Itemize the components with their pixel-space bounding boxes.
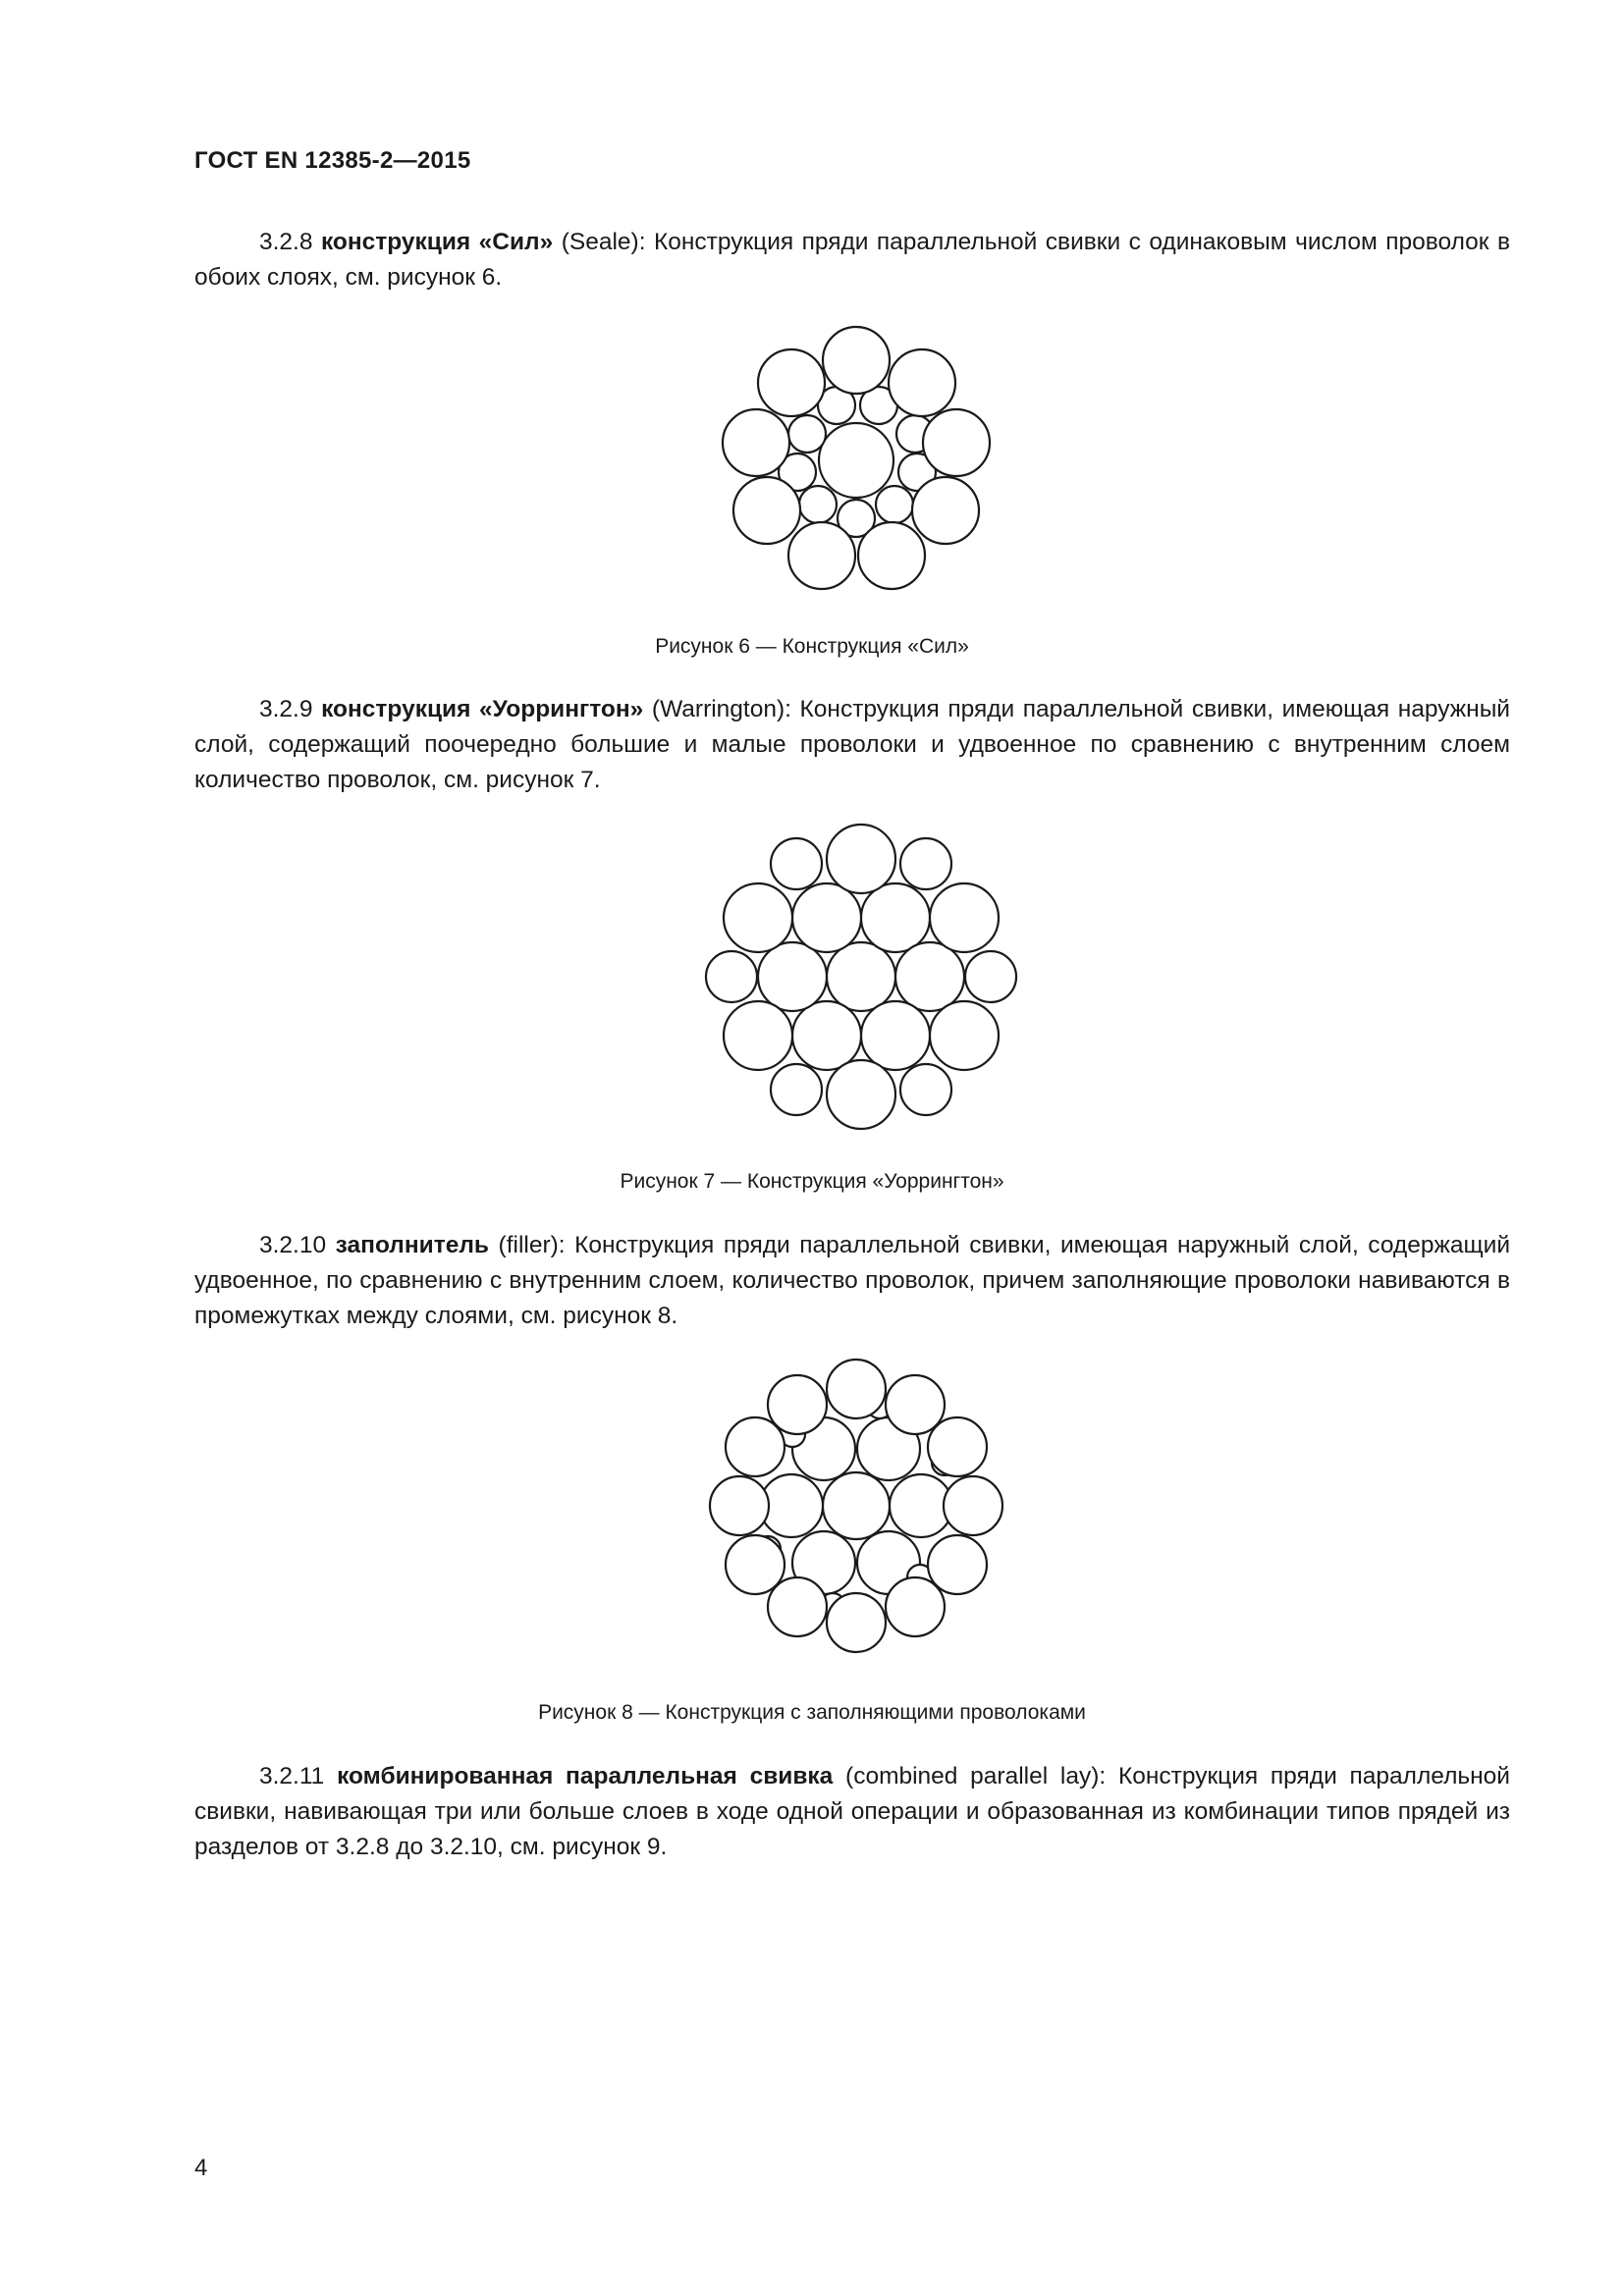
- wire-outer: [944, 1476, 1002, 1535]
- wire-center: [819, 423, 893, 498]
- section-number: 3.2.9: [259, 696, 313, 722]
- wire-outer: [827, 1360, 886, 1418]
- wire-outer-large: [827, 1060, 895, 1129]
- wire-inner: [861, 883, 930, 952]
- section-term: заполнитель: [335, 1232, 489, 1258]
- wire-outer: [723, 409, 789, 476]
- wire-filler: [780, 1421, 805, 1447]
- wire-outer: [788, 522, 855, 589]
- wire-outer-large: [930, 1001, 999, 1070]
- wire-outer-small: [771, 1064, 822, 1115]
- wire-inner: [857, 1417, 920, 1480]
- wire-inner: [838, 500, 875, 537]
- wire-outer: [823, 327, 890, 394]
- wire-outer: [858, 522, 925, 589]
- figure-7-caption: Рисунок 7 — Конструкция «Уоррингтон»: [620, 1170, 1004, 1193]
- wire-filler: [820, 1593, 845, 1619]
- wire-outer: [768, 1577, 827, 1636]
- wire-outer-large: [724, 1001, 792, 1070]
- wire-inner: [860, 387, 897, 424]
- wire-outer: [726, 1535, 785, 1594]
- wire-outer: [726, 1417, 785, 1476]
- page-number: 4: [194, 2155, 208, 2181]
- wire-inner: [779, 454, 816, 491]
- wire-outer-small: [706, 951, 757, 1002]
- wire-inner: [857, 1531, 920, 1594]
- wire-outer: [768, 1375, 827, 1434]
- section-english-term: (Seale): [561, 229, 639, 255]
- section-3-2-8: [194, 225, 1510, 295]
- section-text: : Конструкция пряди параллельной свивки, имеющая наружный слой, содержащий поочередно большие и малые проволоки и удвоенное по сравнению с внутренним слоем количество проволок, см. рисунок 7.: [194, 696, 1510, 793]
- section-text: : Конструкция пряди параллельной свивки, навивающая три или больше слоев в ходе одной операции и образованная из комбинации типов прядей из разделов от 3.2.8 до 3.2.10, см. рисунок 9.: [194, 1763, 1510, 1860]
- wire-inner: [890, 1474, 952, 1537]
- section-3-2-9: [194, 692, 1510, 798]
- section-english-term: (combined parallel lay): [845, 1763, 1100, 1789]
- wire-outer-large: [827, 825, 895, 893]
- wire-inner: [792, 1001, 861, 1070]
- section-term: конструкция «Уоррингтон»: [321, 696, 644, 722]
- wire-inner: [792, 1417, 855, 1480]
- section-text: : Конструкция пряди параллельной свивки с одинаковым числом проволок в обоих слоях, см. рисунок 6.: [194, 229, 1510, 291]
- wire-outer: [886, 1375, 945, 1434]
- wire-inner: [818, 387, 855, 424]
- section-text: : Конструкция пряди параллельной свивки, имеющая наружный слой, содержащий удвоенное, по сравнению с внутренним слоем, количество проволок, причем заполняющие проволоки навиваются в промежутках между слоями, см. рисунок 8.: [194, 1232, 1511, 1329]
- seale-wires: [723, 327, 990, 589]
- wire-outer: [886, 1577, 945, 1636]
- wire-filler: [867, 1393, 893, 1418]
- wire-inner: [758, 942, 827, 1011]
- wire-inner: [792, 1531, 855, 1594]
- wire-inner: [760, 1474, 823, 1537]
- wire-outer: [758, 349, 825, 416]
- wire-outer-large: [724, 883, 792, 952]
- wire-inner: [896, 415, 934, 453]
- wire-center: [827, 942, 895, 1011]
- wire-outer: [710, 1476, 769, 1535]
- wire-outer: [928, 1535, 987, 1594]
- wire-inner: [788, 415, 826, 453]
- filler-wires: [710, 1360, 1002, 1652]
- wire-outer: [889, 349, 955, 416]
- wire-outer: [928, 1417, 987, 1476]
- wire-filler: [932, 1450, 957, 1475]
- section-english-term: (Warrington): [651, 696, 785, 722]
- section-3-2-11: [194, 1759, 1510, 1865]
- wire-filler: [907, 1565, 933, 1590]
- wire-inner: [876, 486, 913, 523]
- section-english-term: (filler): [498, 1232, 559, 1258]
- wire-outer-small: [900, 1064, 951, 1115]
- figure-6-caption: Рисунок 6 — Конструкция «Сил»: [655, 635, 969, 658]
- section-term: комбинированная параллельная свивка: [337, 1763, 834, 1789]
- section-number: 3.2.8: [259, 229, 313, 255]
- wire-inner: [861, 1001, 930, 1070]
- wire-inner: [895, 942, 964, 1011]
- warrington-wires: [706, 825, 1016, 1129]
- wire-outer: [923, 409, 990, 476]
- wire-outer-small: [771, 838, 822, 889]
- wire-center: [823, 1472, 890, 1539]
- wire-filler: [755, 1536, 781, 1562]
- section-3-2-10: [194, 1228, 1510, 1334]
- wire-outer-small: [965, 951, 1016, 1002]
- wire-inner: [799, 486, 837, 523]
- section-number: 3.2.10: [259, 1232, 327, 1258]
- section-number: 3.2.11: [259, 1763, 325, 1789]
- wire-outer: [912, 477, 979, 544]
- figure-8-caption: Рисунок 8 — Конструкция с заполняющими проволоками: [538, 1701, 1086, 1724]
- wire-inner: [898, 454, 936, 491]
- section-term: конструкция «Сил»: [320, 229, 554, 255]
- wire-inner: [792, 883, 861, 952]
- document-header: ГОСТ EN 12385-2—2015: [194, 147, 471, 174]
- wire-outer: [827, 1593, 886, 1652]
- wire-outer: [733, 477, 800, 544]
- wire-outer-large: [930, 883, 999, 952]
- wire-outer-small: [900, 838, 951, 889]
